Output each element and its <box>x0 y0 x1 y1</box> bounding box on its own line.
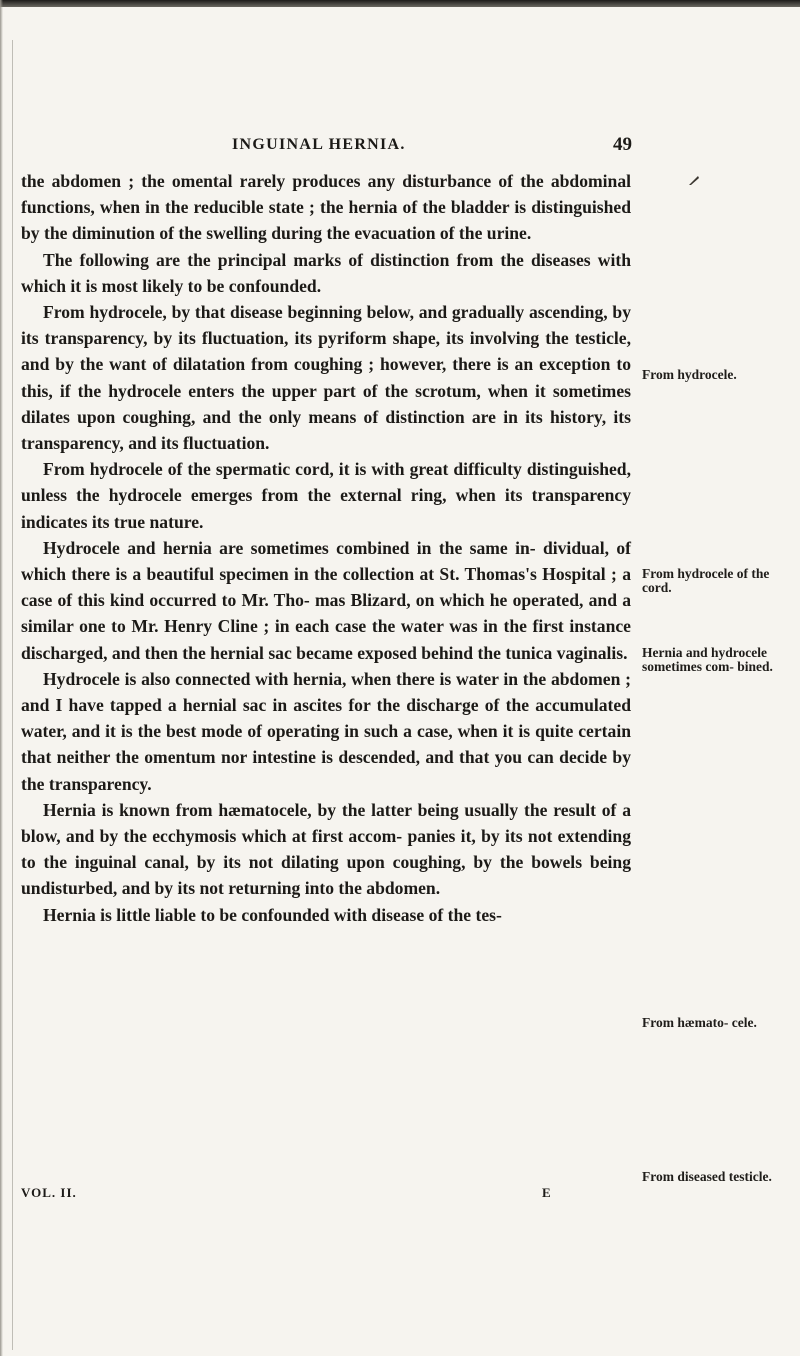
page-left-edge <box>0 0 3 1356</box>
margin-note-diseased-testicle: From diseased testicle. <box>642 1169 772 1184</box>
page-top-edge <box>0 0 800 7</box>
paragraph-2: The following are the principal marks of distinction from the diseases with which it is most likely to be confounded. <box>21 249 631 296</box>
signature-mark: E <box>542 1185 551 1200</box>
main-text <box>21 168 631 928</box>
paragraph-5: Hydrocele and hernia are sometimes combined in the same in- dividual, of which there is a beautiful specimen in the collection at St. Thomas's Hospital ; a case of this kind occurred to Mr. Tho- mas Blizard, on which he operated, and a similar one to Mr. Henry Cline ; in each case the water was in the first instance discharged, and then the hernial sac became exposed behind the tunica vaginalis. <box>21 537 631 663</box>
margin-note-hydrocele: From hydrocele. <box>642 367 737 382</box>
ink-mark-icon <box>688 174 700 186</box>
binding-gutter-line <box>12 40 13 1350</box>
margin-note-combined: Hernia and hydrocele sometimes com- bined. <box>642 645 773 674</box>
paragraph-1: the abdomen ; the omental rarely produces any disturbance of the abdominal functions, when in the reducible state ; the hernia of the bladder is distinguished by the diminution of the swelling during the evacuation of the urine. <box>21 171 631 244</box>
paragraph-4: From hydrocele of the spermatic cord, it is with great difficulty distinguished, unless the hydrocele emerges from the external ring, when its transparency indicates its true nature. <box>21 459 631 532</box>
paragraph-3: From hydrocele, by that disease beginning below, and gradually ascending, by its transparency, by its fluctuation, its pyriform shape, its involving the testicle, and by the want of dilatation from coughing ; however, there is an exception to this, if the hydrocele enters the upper part of the scrotum, when it sometimes dilates upon coughing, and the only means of distinction are in its history, its transparency, and its fluctuation. <box>21 302 631 454</box>
running-title: INGUINAL HERNIA. <box>232 136 406 153</box>
page-number: 49 <box>613 134 632 155</box>
margin-note-hydrocele-cord: From hydrocele of the cord. <box>642 566 770 595</box>
paragraph-8: Hernia is little liable to be confounded with disease of the tes- <box>43 904 502 925</box>
page-header <box>0 136 660 160</box>
paragraph-7: Hernia is known from hæmatocele, by the latter being usually the result of a blow, and by the ecchymosis which at first accom- panies it, by its not extending to the inguinal canal, by its not dilating upon coughing, by the bowels being undisturbed, and by its not returning into the abdomen. <box>21 799 631 899</box>
margin-note-haematocele: From hæmato- cele. <box>642 1015 757 1030</box>
paragraph-6: Hydrocele is also connected with hernia, when there is water in the abdomen ; and I have tapped a hernial sac in ascites for the discharge of the accumulated water, and it is the best mode of operating in such a case, when it is quite certain that neither the omentum nor intestine is descended, and that you can decide by the transparency. <box>21 668 631 794</box>
volume-label: VOL. II. <box>21 1185 77 1200</box>
